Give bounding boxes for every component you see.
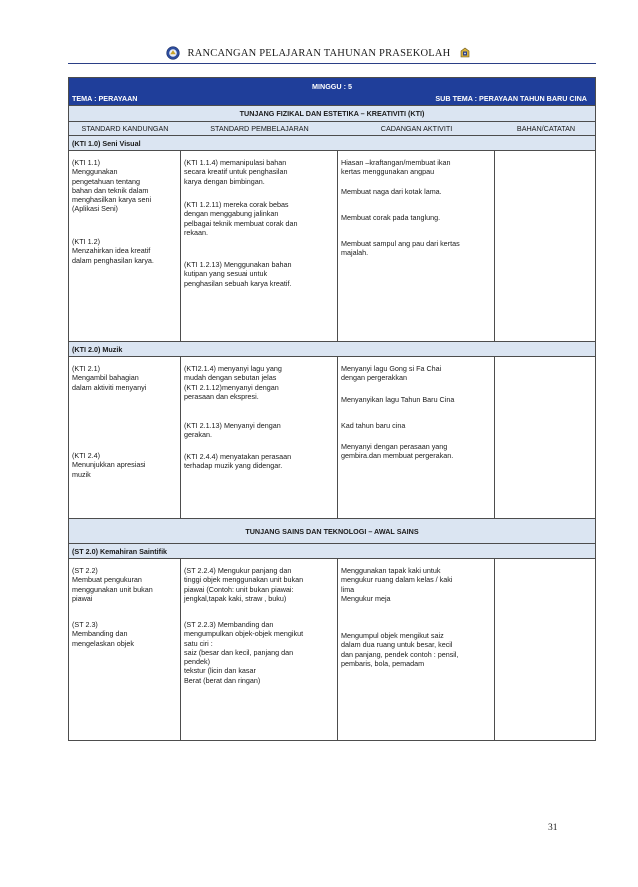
- section-heading-seni-visual: (KTI 1.0) Seni Visual: [69, 135, 595, 150]
- text-aktiviti-naga: Membuat naga dari kotak lama.: [341, 187, 442, 196]
- text-kti-2-1: (KTI 2.1) Mengambil bahagian dalam aktiviti menyanyi: [72, 364, 147, 392]
- theme-label: TEMA : PERAYAAN: [72, 94, 138, 103]
- text-kti-1-2-11: (KTI 1.2.11) mereka corak bebas dengan menggabung jalinkan pelbagai teknik membuat corak dan rekaan.: [184, 200, 298, 237]
- cell-standard-pembelajaran: [181, 357, 338, 518]
- column-header-cadangan-aktiviti: CADANGAN AKTIVITI: [380, 124, 453, 133]
- lesson-plan-table: [68, 77, 596, 741]
- text-kti-2-4-4: (KTI 2.4.4) menyatakan perasaan terhadap muzik yang didengar.: [184, 452, 292, 471]
- cell-bahan-catatan: [495, 151, 597, 341]
- cell-bahan-catatan: [495, 357, 597, 518]
- page-header-title: RANCANGAN PELAJARAN TAHUNAN PRASEKOLAH: [187, 47, 451, 59]
- page-number: 31: [548, 823, 558, 833]
- text-st-2-3: (ST 2.3) Membanding dan mengelaskan objek: [72, 620, 134, 648]
- text-kti-1-1: (KTI 1.1) Menggunakan pengetahuan tentang bahan dan teknik dalam menghasilkan karya seni (Aplikasi Seni): [72, 158, 152, 214]
- jata-crest-icon: [458, 46, 472, 60]
- pillar-heading-kti: TUNJANG FIZIKAL DAN ESTETIKA – KREATIVITI (KTI): [69, 105, 595, 121]
- page-header: [0, 44, 638, 62]
- text-st-2-2-4: (ST 2.2.4) Mengukur panjang dan tinggi objek menggunakan unit bukan piawai (Contoh: unit bukan piawai: jengkal,tapak kaki, straw , buku): [184, 566, 304, 603]
- text-aktiviti-tapak-kaki: Menggunakan tapak kaki untuk mengukur ruang dalam kelas / kaki lima Mengukur meja: [341, 566, 453, 603]
- text-kti-1-1-4: (KTI 1.1.4) memanipulasi bahan secara kreatif untuk penghasilan karya dengan bimbingan.: [184, 158, 288, 186]
- text-aktiviti-gong: Menyanyi lagu Gong si Fa Chai dengan pergerakkan: [341, 364, 442, 383]
- text-aktiviti-kad: Kad tahun baru cina: [341, 421, 406, 430]
- text-aktiviti-menyanyi: Menyanyi dengan perasaan yang gembira.dan membuat pergerakan.: [341, 442, 454, 461]
- cell-standard-kandungan: [69, 357, 181, 518]
- column-header-standard-kandungan: STANDARD KANDUNGAN: [81, 124, 169, 133]
- text-aktiviti-mengumpul: Mengumpul objek mengikut saiz dalam dua ruang untuk besar, kecil dan panjang, pendek contoh : pensil, pembaris, bola, pemadam: [341, 631, 459, 668]
- cell-cadangan-aktiviti: [338, 151, 495, 341]
- content-row-seni-visual: [69, 150, 595, 341]
- text-kti-2-1-13: (KTI 2.1.13) Menyanyi dengan gerakan.: [184, 421, 281, 440]
- week-theme-bar: [69, 78, 595, 105]
- round-crest-icon: [166, 46, 180, 60]
- text-st-2-2: (ST 2.2) Membuat pengukuran menggunakan unit bukan piawai: [72, 566, 153, 603]
- column-headers: [69, 121, 595, 135]
- text-st-2-2-3: (ST 2.2.3) Membanding dan mengumpulkan objek-objek mengikut satu ciri : saiz (besar dan kecil, panjang dan pendek) tekstur (licin dan kasar Berat (berat dan ringan): [184, 620, 304, 685]
- column-header-standard-pembelajaran: STANDARD PEMBELAJARAN: [210, 124, 309, 133]
- cell-standard-pembelajaran: [181, 559, 338, 740]
- text-kti-2-1-4: (KTI2.1.4) menyanyi lagu yang mudah dengan sebutan jelas (KTI 2.1.12)menyanyi dengan perasaan dan ekspresi.: [184, 364, 282, 401]
- cell-cadangan-aktiviti: [338, 559, 495, 740]
- text-aktiviti-hiasan: Hiasan –kraftangan/membuat ikan kertas menggunakan angpau: [341, 158, 451, 177]
- text-aktiviti-tanglung: Membuat corak pada tanglung.: [341, 213, 441, 222]
- cell-standard-pembelajaran: [181, 151, 338, 341]
- text-kti-2-4: (KTI 2.4) Menunjukkan apresiasi muzik: [72, 451, 146, 479]
- cell-standard-kandungan: [69, 151, 181, 341]
- cell-standard-kandungan: [69, 559, 181, 740]
- column-header-bahan-catatan: BAHAN/CATATAN: [516, 124, 576, 133]
- subtheme-label: SUB TEMA : PERAYAAN TAHUN BARU CINA: [435, 94, 587, 103]
- section-heading-kemahiran-saintifik: (ST 2.0) Kemahiran Saintifik: [69, 543, 595, 558]
- text-aktiviti-lagu: Menyanyikan lagu Tahun Baru Cina: [341, 395, 455, 404]
- content-row-kemahiran-saintifik: [69, 558, 595, 740]
- section-heading-muzik: (KTI 2.0) Muzik: [69, 341, 595, 356]
- header-rule: [68, 63, 596, 64]
- cell-cadangan-aktiviti: [338, 357, 495, 518]
- text-kti-1-2-13: (KTI 1.2.13) Menggunakan bahan kutipan yang sesuai untuk penghasilan sebuah karya kreatif.: [184, 260, 292, 288]
- week-label: MINGGU : 5: [312, 82, 352, 91]
- pillar-heading-awal-sains: TUNJANG SAINS DAN TEKNOLOGI – AWAL SAINS: [69, 518, 595, 543]
- text-kti-1-2: (KTI 1.2) Menzahirkan idea kreatif dalam penghasilan karya.: [72, 237, 154, 265]
- text-aktiviti-sampul: Membuat sampul ang pau dari kertas majalah.: [341, 239, 460, 258]
- content-row-muzik: [69, 356, 595, 518]
- cell-bahan-catatan: [495, 559, 597, 740]
